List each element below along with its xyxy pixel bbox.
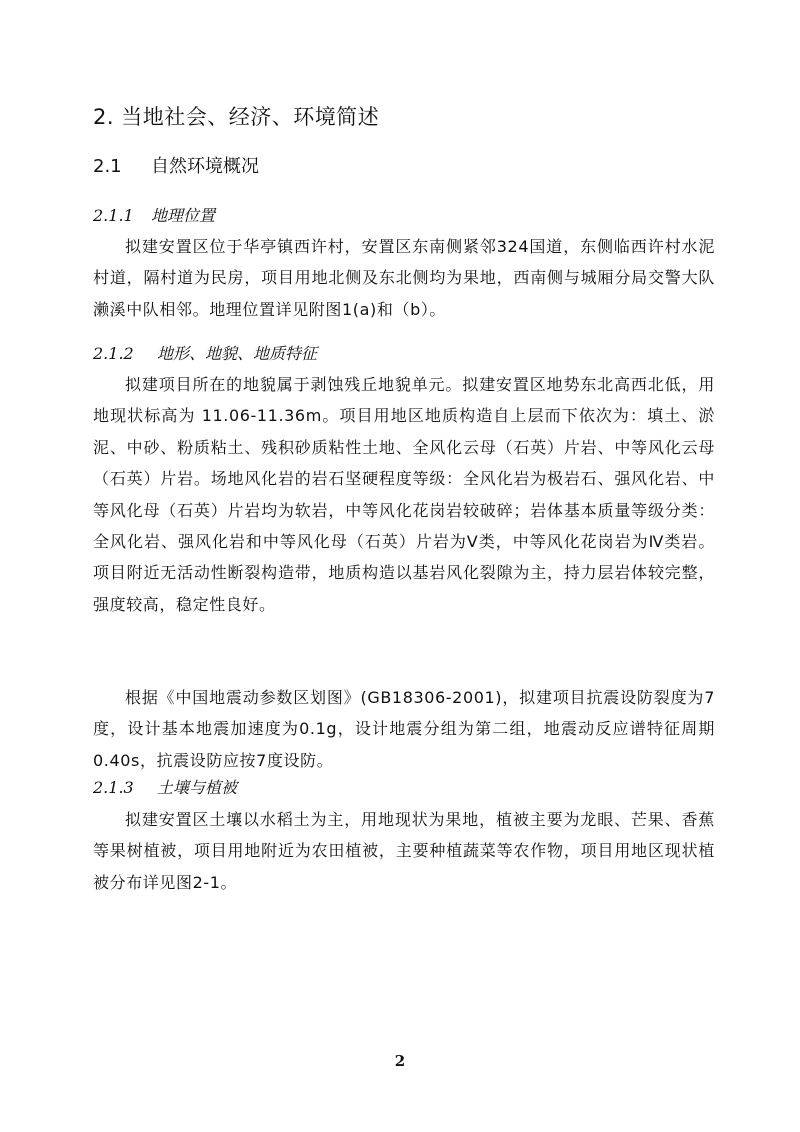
subsection-heading <box>93 152 259 182</box>
heading-geo-title: 地理位置 <box>151 206 216 225</box>
section-heading: 2. 当地社会、经济、环境简述 <box>93 105 380 129</box>
heading-geo <box>93 202 215 230</box>
heading-soil-title: 土壤与植被 <box>157 778 238 797</box>
heading-geo-number: 2.1.1 <box>93 206 134 225</box>
heading-soil-number: 2.1.3 <box>93 778 134 797</box>
subsection-title: 自然环境概况 <box>151 156 259 177</box>
heading-terrain <box>93 340 317 368</box>
paragraph-geo: 拟建安置区位于华亭镇西许村，安置区东南侧紧邻324国道，东侧临西许村水泥村道，隔村道为民房，项目用地北侧及东北侧均为果地，西南侧与城厢分局交警大队濑溪中队相邻。地理位置详见附图1(a)和（b）。 <box>93 237 715 319</box>
heading-soil <box>93 774 237 802</box>
paragraph-soil: 拟建安置区土壤以水稻土为主，用地现状为果地，植被主要为龙眼、芒果、香蕉等果树植被，项目用地附近为农田植被，主要种植蔬菜等农作物，项目用地区现状植被分布详见图2-1。 <box>93 810 715 892</box>
page-number: 2 <box>394 1052 406 1070</box>
subsection-number: 2.1 <box>93 156 122 177</box>
paragraph-terrain-2: 根据《中国地震动参数区划图》(GB18306-2001)，拟建项目抗震设防裂度为7度，设计基本地震加速度为0.1g，设计地震分组为第二组，地震动反应谱特征周期0.40s，抗震设防应按7度设防。 <box>93 688 715 770</box>
heading-terrain-title: 地形、地貌、地质特征 <box>157 344 318 363</box>
heading-terrain-number: 2.1.2 <box>93 344 134 363</box>
paragraph-terrain-1: 拟建项目所在的地貌属于剥蚀残丘地貌单元。拟建安置区地势东北高西北低，用地现状标高为 11.06-11.36m。项目用地区地质构造自上层而下依次为：填土、淤泥、中砂、粉质粘土、残积砂质粘性土地、全风化云母（石英）片岩、中等风化云母（石英）片岩。场地风化岩的岩石坚硬程度等级：全风化岩为极岩石、强风化岩、中等风化母（石英）片岩均为软岩，中等风化花岗岩较破碎；岩体基本质量等级分类：全风化岩、强风化岩和中等风化母（石英）片岩为Ⅴ类，中等风化花岗岩为Ⅳ类岩。项目附近无活动性断裂构造带，地质构造以基岩风化裂隙为主，持力层岩体较完整，强度较高，稳定性良好。 <box>93 375 715 614</box>
